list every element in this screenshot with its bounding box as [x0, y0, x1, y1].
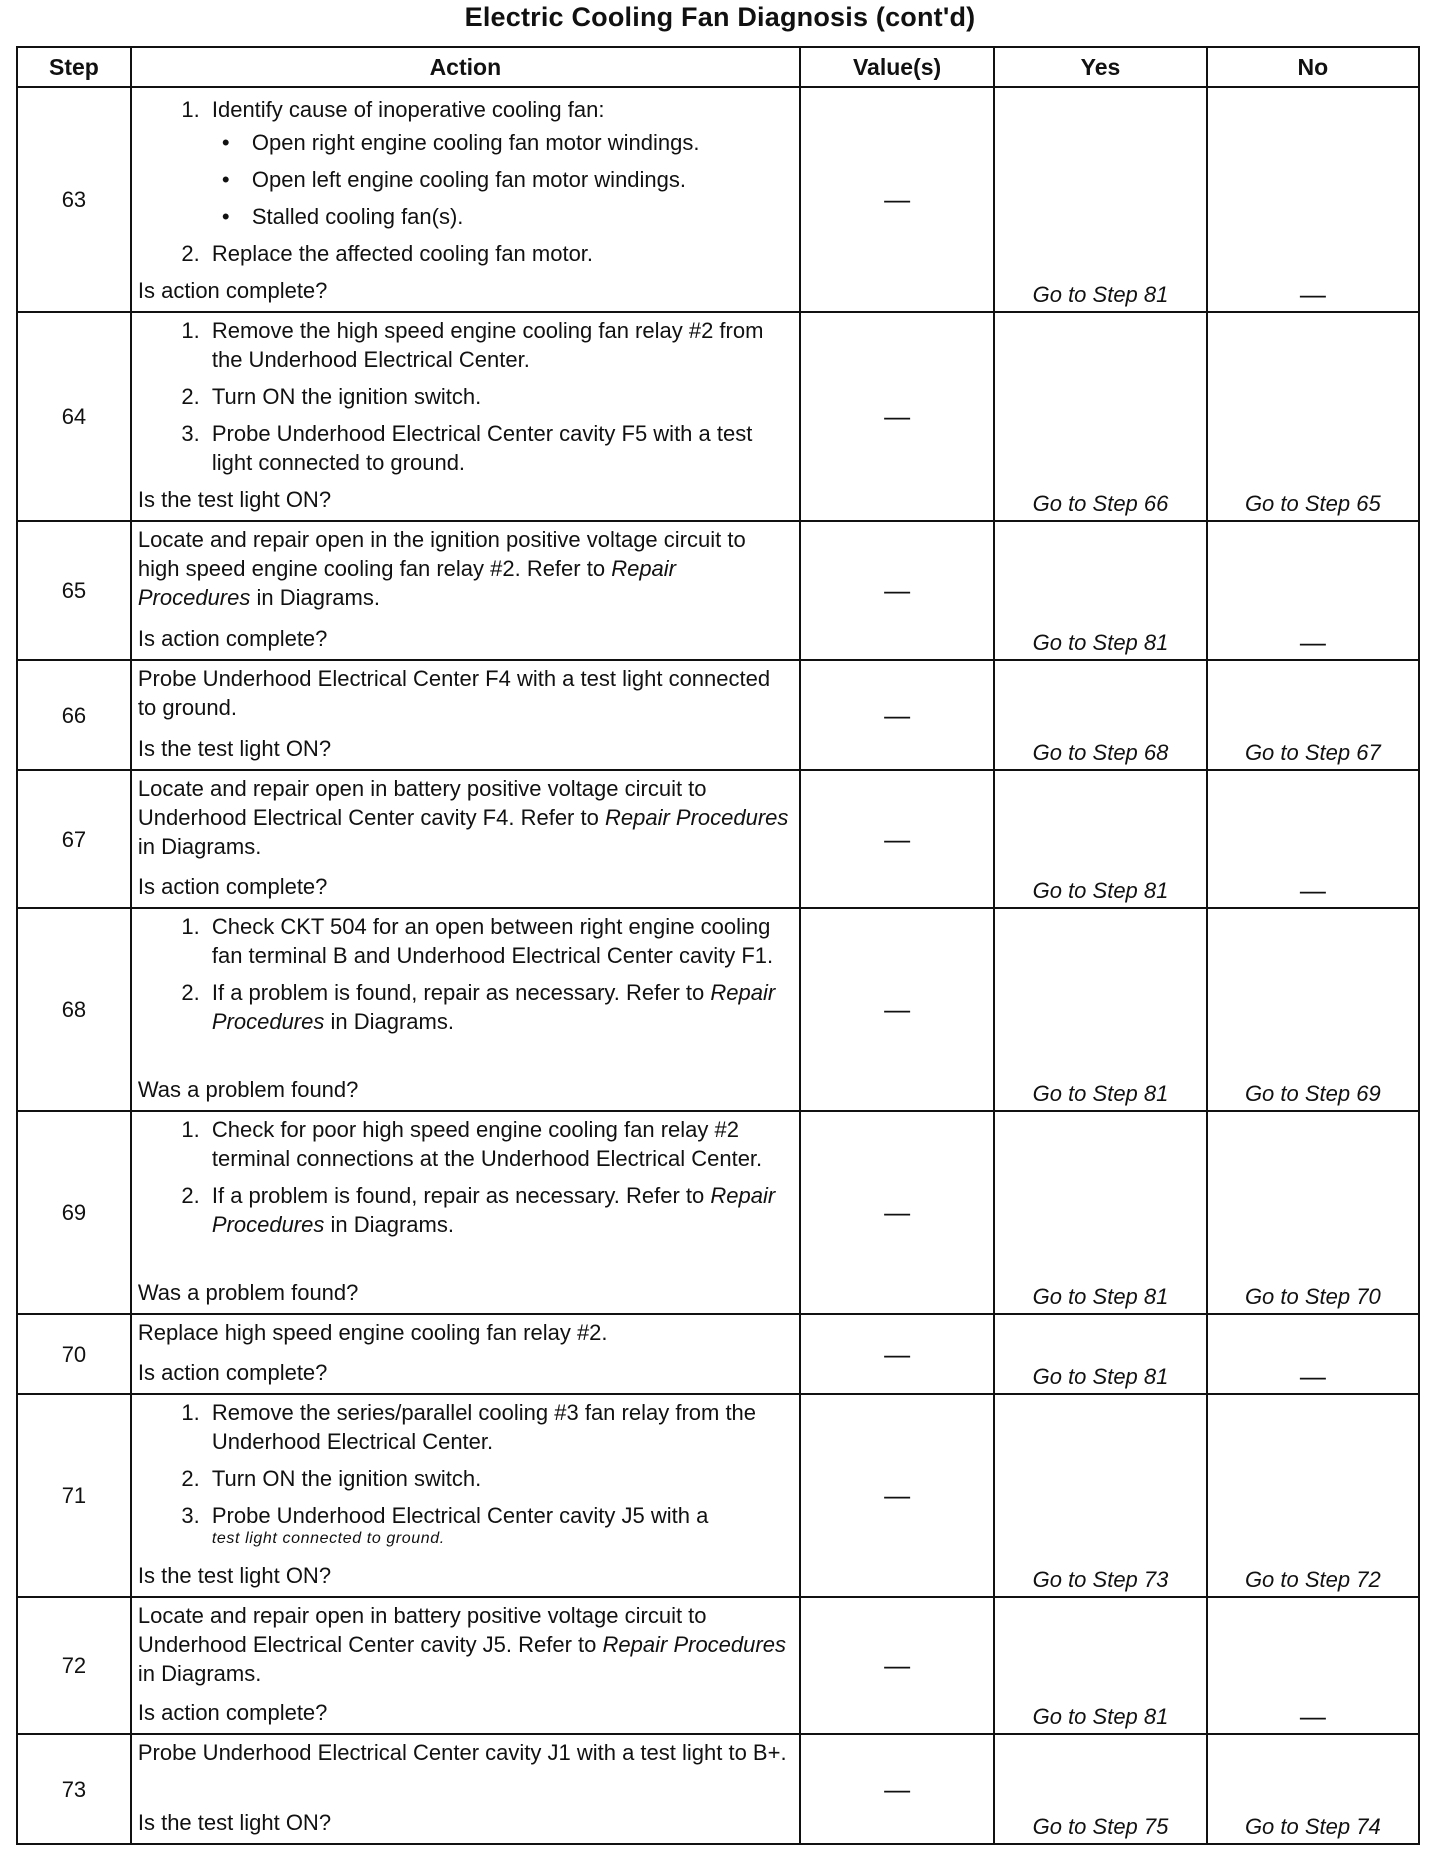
step-number: 65 [17, 521, 131, 660]
table-row [17, 312, 1419, 521]
action-question: Is action complete? [137, 626, 328, 651]
action-item: 1. Check for poor high speed engine cooling fan relay #2 terminal connections at the Underhood Electrical Center. [206, 1115, 793, 1173]
action-question: Is action complete? [137, 1700, 328, 1725]
action-cell [131, 521, 800, 660]
step-number: 67 [17, 770, 131, 908]
repair-procedures-ref: Repair Procedures [211, 980, 776, 1034]
diagnosis-table [16, 46, 1420, 1845]
repair-procedures-ref: Repair Procedures [211, 1183, 776, 1237]
no-cell: Go to Step 65 [1207, 312, 1419, 521]
value-cell: — [800, 660, 995, 770]
action-cell [131, 660, 800, 770]
yes-cell: Go to Step 66 [994, 312, 1206, 521]
action-cell [131, 1734, 800, 1844]
action-cell [131, 87, 800, 312]
action-cell [131, 770, 800, 908]
header-row [17, 47, 1419, 87]
action-cell [131, 312, 800, 521]
repair-procedures-ref: Repair Procedures [602, 1632, 786, 1657]
action-item: 1. Remove the high speed engine cooling fan relay #2 from the Underhood Electrical Center. [206, 316, 793, 374]
step-number: 73 [17, 1734, 131, 1844]
action-text: Locate and repair open in battery positive voltage circuit to Underhood Electrical Center cavity F4. Refer to Repair Procedures in Diagrams. [137, 776, 789, 859]
table-row [17, 908, 1419, 1111]
yes-cell: Go to Step 81 [994, 1111, 1206, 1314]
action-cell [131, 1314, 800, 1394]
value-cell: — [800, 1394, 995, 1597]
action-item: 1. Remove the series/parallel cooling #3 fan relay from the Underhood Electrical Center. [206, 1398, 793, 1456]
no-cell: — [1207, 87, 1419, 312]
action-cell [131, 1111, 800, 1314]
no-cell: — [1207, 1597, 1419, 1734]
header-yes: Yes [994, 47, 1206, 87]
action-text: Replace high speed engine cooling fan relay #2. [137, 1320, 608, 1345]
value-cell: — [800, 1734, 995, 1844]
yes-cell: Go to Step 81 [994, 87, 1206, 312]
table-row [17, 1394, 1419, 1597]
action-question: Is action complete? [137, 278, 328, 303]
yes-cell: Go to Step 81 [994, 521, 1206, 660]
yes-cell: Go to Step 75 [994, 1734, 1206, 1844]
action-text: Locate and repair open in the ignition positive voltage circuit to high speed engine cooling fan relay #2. Refer to Repair Procedures in Diagrams. [137, 527, 746, 610]
action-question: Is the test light ON? [137, 487, 332, 512]
table-row [17, 87, 1419, 312]
table-row [17, 770, 1419, 908]
action-item: 2. Replace the affected cooling fan motor. [206, 239, 793, 268]
value-cell: — [800, 1111, 995, 1314]
action-text: Locate and repair open in battery positive voltage circuit to Underhood Electrical Center cavity J5. Refer to Repair Procedures in Diagrams. [137, 1603, 786, 1686]
step-number: 68 [17, 908, 131, 1111]
table-row [17, 1734, 1419, 1844]
action-item: 1. Check CKT 504 for an open between right engine cooling fan terminal B and Underhood Electrical Center cavity F1. [206, 912, 793, 970]
step-number: 63 [17, 87, 131, 312]
step-number: 66 [17, 660, 131, 770]
action-text: Probe Underhood Electrical Center F4 with a test light connected to ground. [137, 666, 771, 720]
value-cell: — [800, 312, 995, 521]
table-row [17, 1314, 1419, 1394]
step-number: 71 [17, 1394, 131, 1597]
small-print-text: test light connected to ground. [211, 1530, 445, 1547]
yes-cell: Go to Step 81 [994, 1314, 1206, 1394]
action-item: 2. If a problem is found, repair as necessary. Refer to Repair Procedures in Diagrams. [206, 1181, 793, 1239]
action-question: Is the test light ON? [137, 1810, 332, 1835]
action-item-text: Identify cause of inoperative cooling fan: [211, 97, 605, 122]
value-cell: — [800, 908, 995, 1111]
action-question: Was a problem found? [137, 1077, 359, 1102]
page-title: Electric Cooling Fan Diagnosis (cont'd) [464, 2, 976, 32]
yes-cell: Go to Step 73 [994, 1394, 1206, 1597]
table-row [17, 660, 1419, 770]
action-cell [131, 1597, 800, 1734]
bullet-item: • Stalled cooling fan(s). [246, 202, 793, 231]
repair-procedures-ref: Repair Procedures [137, 556, 677, 610]
action-question: Is action complete? [137, 1360, 328, 1385]
no-cell: — [1207, 521, 1419, 660]
no-cell: Go to Step 67 [1207, 660, 1419, 770]
action-question: Was a problem found? [137, 1280, 359, 1305]
table-row [17, 1597, 1419, 1734]
no-cell: Go to Step 72 [1207, 1394, 1419, 1597]
action-cell [131, 908, 800, 1111]
action-cell [131, 1394, 800, 1597]
yes-cell: Go to Step 81 [994, 770, 1206, 908]
header-no: No [1207, 47, 1419, 87]
action-item: 3. Probe Underhood Electrical Center cavity F5 with a test light connected to ground. [206, 419, 793, 477]
no-cell: — [1207, 1314, 1419, 1394]
repair-procedures-ref: Repair Procedures [604, 805, 789, 830]
yes-cell: Go to Step 81 [994, 908, 1206, 1111]
bullet-item: • Open left engine cooling fan motor windings. [246, 165, 793, 194]
value-cell: — [800, 521, 995, 660]
action-item [206, 95, 793, 231]
bullet-item: • Open right engine cooling fan motor windings. [246, 128, 793, 157]
value-cell: — [800, 1597, 995, 1734]
action-text: Probe Underhood Electrical Center cavity J1 with a test light to B+. [137, 1740, 787, 1765]
no-cell: Go to Step 69 [1207, 908, 1419, 1111]
action-item: 3. Probe Underhood Electrical Center cavity J5 with a test light connected to ground. [206, 1501, 793, 1548]
action-question: Is the test light ON? [137, 1563, 332, 1588]
table-row [17, 1111, 1419, 1314]
step-number: 64 [17, 312, 131, 521]
step-number: 70 [17, 1314, 131, 1394]
header-step: Step [17, 47, 131, 87]
action-item: 2. Turn ON the ignition switch. [206, 1464, 793, 1493]
no-cell: Go to Step 74 [1207, 1734, 1419, 1844]
value-cell: — [800, 770, 995, 908]
yes-cell: Go to Step 81 [994, 1597, 1206, 1734]
value-cell: — [800, 87, 995, 312]
action-question: Is action complete? [137, 874, 328, 899]
header-values: Value(s) [800, 47, 995, 87]
no-cell: — [1207, 770, 1419, 908]
action-item: 2. Turn ON the ignition switch. [206, 382, 793, 411]
step-number: 72 [17, 1597, 131, 1734]
no-cell: Go to Step 70 [1207, 1111, 1419, 1314]
action-question: Is the test light ON? [137, 736, 332, 761]
yes-cell: Go to Step 68 [994, 660, 1206, 770]
action-item: 2. If a problem is found, repair as necessary. Refer to Repair Procedures in Diagrams. [206, 978, 793, 1036]
step-number: 69 [17, 1111, 131, 1314]
header-action: Action [131, 47, 800, 87]
table-row [17, 521, 1419, 660]
value-cell: — [800, 1314, 995, 1394]
